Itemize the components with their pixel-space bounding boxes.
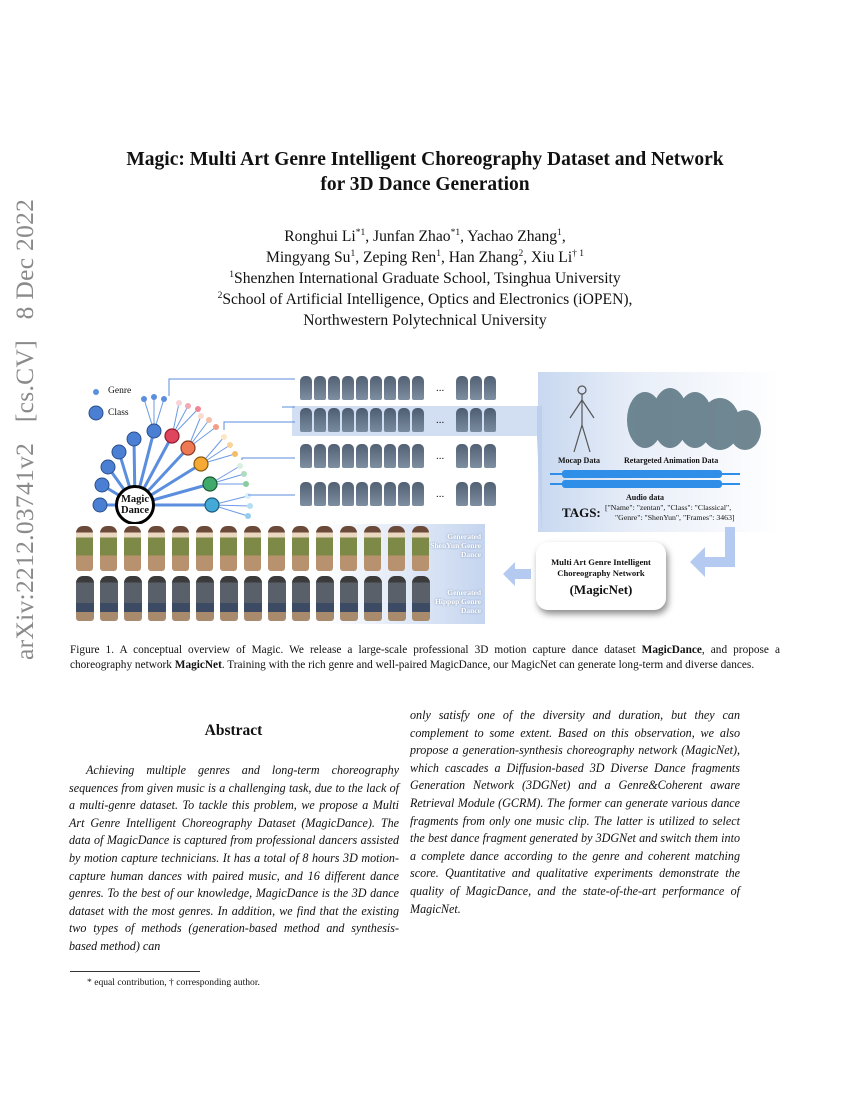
audio-data-label: Audio data	[626, 493, 665, 502]
tags-line-2: "Genre": "ShenYun", "Frames": 3463]	[615, 513, 735, 522]
caption-text: Figure 1. A conceptual overview of Magic. We release a large-scale professional 3D motion capture dance dataset	[70, 644, 642, 656]
author-name: Junfan Zhao	[373, 228, 451, 245]
center-label-1: Magic	[121, 494, 149, 505]
affiliation-sup: 1	[229, 270, 235, 280]
tags-label: TAGS:	[562, 505, 601, 520]
author-sup: 1	[436, 249, 441, 259]
author-name: Yachao Zhang	[467, 228, 558, 245]
affiliation-text: School of Artificial Intelligence, Optics and Electronics (iOPEN),	[222, 291, 633, 308]
title-line-2: for 3D Dance Generation	[320, 174, 530, 195]
shenyun-dancer-row	[76, 526, 429, 571]
ellipsis: ...	[436, 414, 445, 426]
footnote: * equal contribution, † corresponding author.	[87, 977, 260, 988]
abstract-heading: Abstract	[204, 722, 263, 739]
author-name: Mingyang Su	[265, 249, 351, 266]
author-name: Ronghui Li	[284, 228, 356, 245]
affiliation-3	[70, 310, 780, 331]
affiliation-2	[70, 289, 780, 310]
author-name: Han Zhang	[448, 249, 519, 266]
author-sup: 1	[350, 249, 356, 259]
legend-genre: Genre	[108, 386, 132, 396]
author-sup: *1	[355, 228, 366, 238]
gen-label-line: Generated	[447, 588, 481, 597]
author-name: Xiu Li	[531, 249, 573, 266]
gen-label-line: Generated	[447, 532, 481, 541]
flow-arrow-down-left-icon	[690, 527, 750, 587]
generated-dances-panel	[70, 524, 485, 624]
hiphop-dancer-row	[76, 576, 430, 621]
ellipsis: ...	[436, 450, 445, 462]
author-sup: 1	[557, 228, 562, 238]
flow-arrow-left-icon	[503, 560, 531, 588]
author-name: Zeping Ren	[363, 249, 437, 266]
author-block	[70, 226, 780, 331]
magicnet-box	[536, 542, 666, 610]
arxiv-id: arXiv:2212.03741v2	[10, 442, 39, 660]
affiliation-1	[70, 268, 780, 289]
magic-dance-center	[115, 485, 155, 525]
retargeted-animation-label: Retargeted Animation Data	[624, 456, 719, 465]
caption-text: . Training with the rich genre and well-paired MagicDance, our MagicNet can generate long-term and diverse dances.	[221, 659, 755, 671]
ellipsis: ...	[436, 488, 445, 500]
gen-label-line: Dance	[461, 550, 481, 559]
dancer-row-2	[300, 408, 496, 432]
arxiv-date: 8 Dec 2022	[10, 198, 39, 320]
mocap-data-label: Mocap Data	[558, 456, 600, 465]
net-line-1: Multi Art Genre Intelligent	[551, 557, 651, 567]
paper-title	[70, 147, 780, 197]
abstract-right-column: only satisfy one of the diversity and duration, but they can complement to some extent. Based on this observation, we also propose a generation-synthesis choreography network (MagicNet), which cascades a Diffusion-based 3D Diverse Dance fragments Generation Network (3DGNet) and a Genre&Coherent aware Retrieval Module (GCRM). The former can generate various dance fragments from only one music clip. The latter is utilized to select the best dance fragment generated by 3DGNet and switch them into a complete dance according to the genre and coherent matching score. Quantitative and qualitative experiments demonstrate the quality of MagicDance, and the state-of-the-art performance of MagicNet.	[410, 708, 740, 916]
dancer-row-4	[300, 482, 496, 506]
author-sup: † 1	[572, 249, 585, 259]
gen-label-line: Hippop Genre	[435, 597, 481, 606]
caption-text: , and propose a choreography network	[70, 644, 780, 671]
affiliation-sup: 2	[217, 291, 223, 301]
arxiv-category: [cs.CV]	[10, 340, 39, 423]
title-line-1: Magic: Multi Art Genre Intelligent Choreography Dataset and Network	[126, 149, 724, 170]
abstract-left-column: Achieving multiple genres and long-term choreography sequences from given music is a challenging task, due to the lack of a multi-genre dataset. To tackle this problem, we propose a Multi Art Genre Intelligent Choreography Dataset (MagicDance). The data of MagicDance is captured from professional dancers assisted by motion capture technicians. It has a total of 8 hours 3D motion-capture human dances with paired music, and 16 different dance genres. To the best of our knowledge, MagicDance is the 3D dance dataset with the most genres. In addition, we find that the existing two types of methods (generation-based method and synthesis-based method) can	[69, 763, 399, 953]
generated-hiphop-label	[435, 588, 481, 615]
caption-bold-magicnet: MagicNet	[174, 659, 222, 671]
affiliation-text: Shenzhen International Graduate School, Tsinghua University	[234, 270, 621, 287]
audio-waveform	[550, 468, 740, 492]
net-line-2: Choreography Network	[557, 568, 645, 578]
tags-metadata	[605, 503, 735, 523]
author-line-2: Mingyang Su$^1$, Zeping Ren$^1$, Han Zhang$^2$, Xiu Li$^{\dagger 1}$	[265, 249, 585, 266]
arxiv-stamp	[10, 185, 40, 660]
magicnet-label	[536, 557, 666, 579]
caption-bold-magicdance: MagicDance	[641, 644, 702, 656]
footnote-rule	[70, 971, 200, 972]
author-line-1: Ronghui Li$^{*1}$, Junfan Zhao$^{*1}$, Yachao Zhang$^1$,	[284, 228, 566, 245]
dancer-row-1	[300, 376, 496, 400]
ellipsis: ...	[436, 382, 445, 394]
figure-1	[70, 372, 780, 632]
mocap-and-animation-figures	[560, 380, 770, 460]
affiliation-text: Northwestern Polytechnical University	[303, 312, 547, 329]
dancer-row-3	[300, 444, 496, 468]
tags-line-1: ["Name": "zentan", "Class": "Classical",	[605, 503, 732, 512]
center-label-2: Dance	[121, 505, 149, 516]
author-sup: 2	[518, 249, 524, 259]
generated-shenyun-label	[430, 532, 481, 559]
net-line-3: (MagicNet)	[569, 582, 633, 597]
author-sup: *1	[450, 228, 461, 238]
figure-caption	[70, 643, 780, 673]
legend-class: Class	[108, 408, 129, 418]
genre-class-wheel	[70, 372, 300, 532]
gen-label-line: Dance	[461, 606, 481, 615]
gen-label-line: ShenYun Genre	[430, 541, 481, 550]
